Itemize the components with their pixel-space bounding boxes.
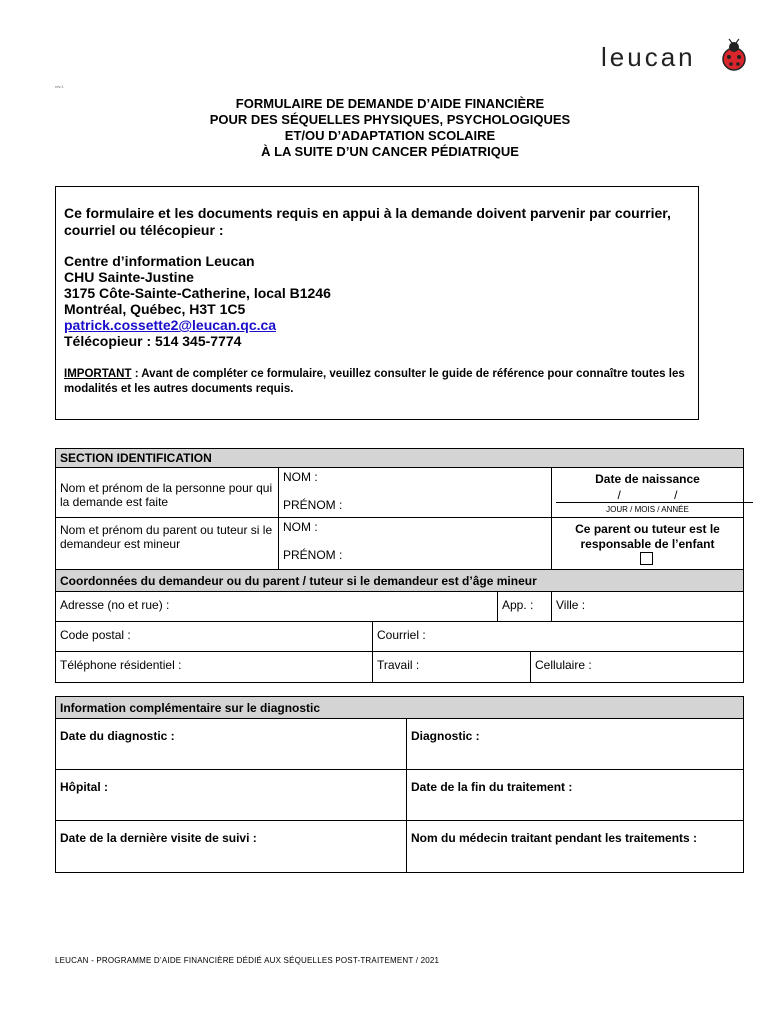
cell-phone-label: Cellulaire : [535,658,592,672]
identification-section [55,448,744,683]
title-line: POUR DES SÉQUELLES PHYSIQUES, PSYCHOLOGIQUES [209,112,571,127]
email-link[interactable]: patrick.cossette2@leucan.qc.ca [64,317,277,333]
parent-label: Nom et prénom du parent ou tuteur si le demandeur est mineur [60,523,273,551]
apartment-field[interactable] [497,592,551,621]
parent-prenom-label: PRÉNOM : [283,548,343,562]
apartment-label: App. : [502,598,534,612]
revision-mark: rev.1 [55,84,64,89]
birthdate-format: JOUR / MOIS / ANNÉE [606,505,689,514]
diagnosis-row-1 [56,719,743,770]
hospital-field[interactable] [56,770,406,820]
submission-info-box [55,186,699,420]
fax-number: Télécopieur : 514 345-7774 [64,333,242,349]
child-row [56,468,743,518]
parent-row [56,518,743,570]
parent-label-cell [56,518,278,569]
parent-name-cell[interactable] [278,518,551,569]
doctor-field[interactable] [406,821,743,872]
child-nom-label: NOM : [283,470,318,484]
contact-title: Coordonnées du demandeur ou du parent / tuteur si le demandeur est d’âge mineur [56,570,743,592]
diagnosis-section [55,696,744,873]
leucan-logo [601,42,751,76]
important-notice [64,367,690,397]
address-line: 3175 Côte-Sainte-Catherine, local B1246 [64,285,331,301]
last-visit-field[interactable] [56,821,406,872]
identification-title: SECTION IDENTIFICATION [56,449,743,468]
diagnosis-row-3 [56,821,743,872]
address-field[interactable] [56,592,497,621]
address-line: Montréal, Québec, H3T 1C5 [64,301,246,317]
doctor-label: Nom du médecin traitant pendant les traitements : [411,831,698,845]
email-label: Courriel : [377,628,426,642]
important-label: IMPORTANT [64,368,132,380]
city-label: Ville : [556,598,586,612]
ladybug-icon [719,38,749,72]
city-field[interactable] [551,592,743,621]
diagnosis-date-field[interactable] [56,719,406,769]
postal-code-field[interactable] [56,622,372,651]
work-phone-field[interactable] [372,652,530,682]
child-name-cell[interactable] [278,468,551,517]
logo-text: leucan [601,42,696,72]
birthdate-separators: / / [617,488,678,502]
home-phone-label: Téléphone résidentiel : [60,658,182,672]
important-text: : Avant de compléter ce formulaire, veuillez consulter le guide de référence pour connaître toutes les modalités et les autres documents requis. [64,368,685,395]
diagnosis-title: Information complémentaire sur le diagnostic [56,697,743,719]
parent-nom-label: NOM : [283,520,318,534]
email-field[interactable] [372,622,743,651]
treatment-end-label: Date de la fin du traitement : [411,780,573,794]
cell-phone-field[interactable] [530,652,743,682]
page-footer: LEUCAN - PROGRAMME D’AIDE FINANCIÈRE DÉDIÉ AUX SÉQUELLES POST-TRAITEMENT / 2021 [55,956,440,965]
address-line: Centre d’information Leucan [64,253,255,269]
diagnosis-date-label: Date du diagnostic : [60,729,175,743]
home-phone-field[interactable] [56,652,372,682]
guardian-checkbox[interactable] [640,552,653,565]
diagnosis-field[interactable] [406,719,743,769]
diagnosis-row-2 [56,770,743,821]
address-line: CHU Sainte-Justine [64,269,194,285]
address-row [56,592,743,622]
birthdate-line [556,502,753,503]
diagnosis-label: Diagnostic : [411,729,480,743]
child-label: Nom et prénom de la personne pour qui la demande est faite [60,481,273,509]
child-label-cell [56,468,278,517]
guardian-cell [551,518,743,569]
phone-row [56,652,743,682]
birthdate-cell[interactable] [551,468,743,517]
treatment-end-field[interactable] [406,770,743,820]
title-line: À LA SUITE D’UN CANCER PÉDIATRIQUE [261,144,519,159]
last-visit-label: Date de la dernière visite de suivi : [60,831,257,845]
birthdate-title: Date de naissance [595,472,700,486]
submission-instructions: Ce formulaire et les documents requis en appui à la demande doivent parvenir par courrier, courriel ou télécopieur : [64,205,671,238]
title-line: ET/OU D’ADAPTATION SCOLAIRE [284,128,496,143]
mailing-address [64,253,690,349]
child-prenom-label: PRÉNOM : [283,498,343,512]
title-line: FORMULAIRE DE DEMANDE D’AIDE FINANCIÈRE [235,96,545,111]
hospital-label: Hôpital : [60,780,108,794]
work-phone-label: Travail : [377,658,420,672]
form-title [0,96,770,160]
guardian-text: Ce parent ou tuteur est le responsable de l’enfant [575,522,720,551]
postal-code-label: Code postal : [60,628,131,642]
address-label: Adresse (no et rue) : [60,598,170,612]
postal-email-row [56,622,743,652]
